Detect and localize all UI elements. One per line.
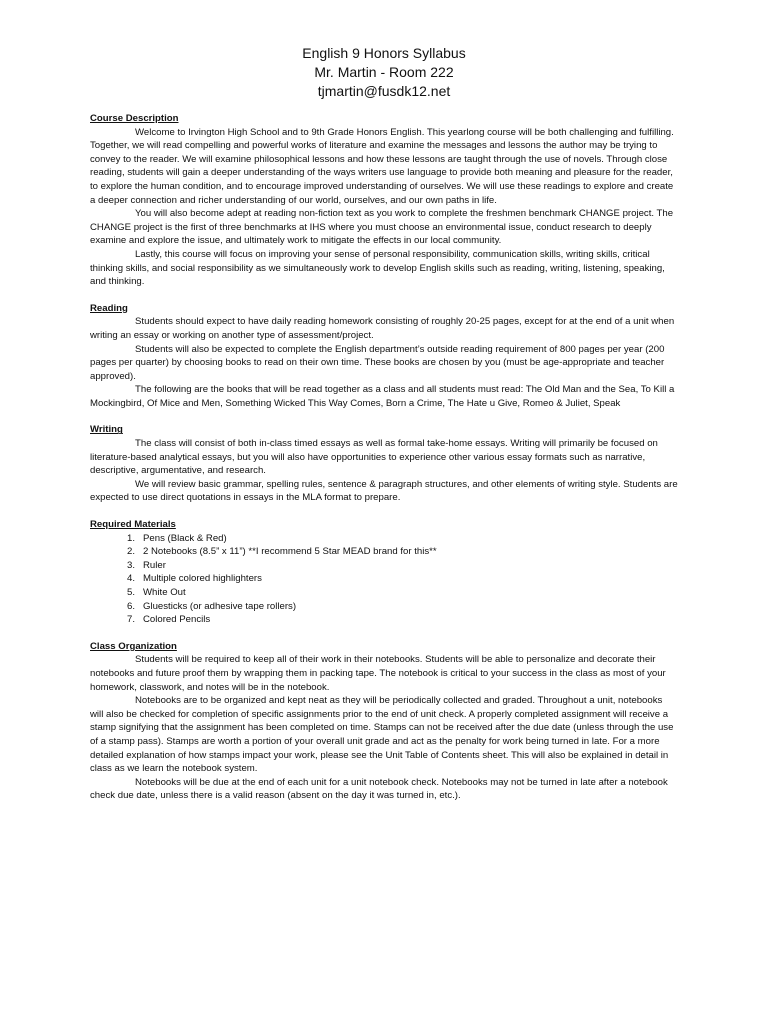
section-heading: Class Organization	[90, 640, 177, 652]
class-organization-section	[90, 640, 678, 803]
document-title: English 9 Honors Syllabus	[302, 45, 466, 61]
paragraph: We will review basic grammar, spelling rules, sentence & paragraph structures, and other elements of writing style. Students are expected to use direct quotations in essays in the MLA format to prepare.	[90, 478, 678, 504]
list-number: 7.	[126, 614, 135, 626]
list-item-text: Gluesticks (or adhesive tape rollers)	[143, 600, 297, 612]
paragraph: Students should expect to have daily reading homework consisting of roughly 20-25 pages, except for at the end of a unit when writing an essay or working on another type of assessment/project.	[90, 316, 675, 341]
list-item	[90, 600, 678, 614]
list-number: 2.	[126, 546, 135, 558]
list-item-text: Ruler	[143, 559, 166, 571]
syllabus-header	[90, 44, 678, 101]
list-item-text: Colored Pencils	[143, 614, 211, 626]
paragraph: The class will consist of both in-class timed essays as well as formal take-home essays. Writing will primarily be focused on literature-based analytical essays, but you will also have opportunities to experience other various essay formats such as narrative, descriptive, argumentative, and research.	[90, 438, 658, 477]
list-item-text: 2 Notebooks (8.5” x 11”) **I recommend 5 Star MEAD brand for this**	[143, 546, 437, 558]
list-number: 6.	[126, 600, 135, 612]
writing-section	[90, 423, 678, 505]
required-materials-section	[90, 518, 678, 627]
paragraph: Students will also be expected to complete the English department’s outside reading requirement of 800 pages per year (200 pages per quarter) by choosing books to read on their own time. These books are chosen by you (must be age-appropriate and teacher approved).	[90, 343, 665, 382]
list-number: 3.	[126, 559, 135, 571]
reading-section	[90, 302, 678, 411]
paragraph: Notebooks will be due at the end of each unit for a unit notebook check. Notebooks may not be turned in late after a notebook check due date, unless there is a valid reason (absent on the day it was turned in, etc.).	[90, 776, 668, 802]
course-description-section	[90, 112, 678, 289]
materials-list	[90, 532, 678, 627]
teacher-room: Mr. Martin - Room 222	[314, 64, 454, 80]
syllabus-page	[90, 44, 678, 816]
list-item-text: White Out	[143, 587, 186, 598]
section-heading: Reading	[90, 302, 128, 314]
teacher-email: tjmartin@fusdk12.net	[317, 83, 451, 99]
paragraph: Students will be required to keep all of their work in their notebooks. Students will be able to personalize and decorate their notebooks and future proof them by wrapping them in packing tape. The notebook is critical to your success in the class as most of your homework, classwork, and notes will be in the notebook.	[90, 654, 666, 693]
section-heading: Required Materials	[90, 519, 176, 531]
list-number: 5.	[126, 587, 135, 598]
paragraph: The following are the books that will be read together as a class and all students must read: The Old Man and the Sea, To Kill a Mockingbird, Of Mice and Men, Something Wicked This Way Comes, Born a Crime, The Hate u Give, Romeo & Juliet, Speak	[90, 384, 675, 409]
list-item	[90, 559, 678, 573]
paragraph: Welcome to Irvington High School and to 9th Grade Honors English. This yearlong course will be both challenging and fulfilling. Together, we will read compelling and powerful works of literature and examine the messages and lessons the author may be trying to convey to the reader. We will examine philosophical lessons and how these lessons are taught through the use of novels. Through close reading, students will gain a deeper understanding of the ways writers use language to provide both meaning and pleasure for the reader, to explore the human condition, and to encourage improved understanding of ourselves. We will use these readings to explore and create a deeper connection and richer understanding of our world, ourselves, and our own paths in life.	[90, 126, 674, 206]
list-number: 1.	[126, 532, 135, 544]
list-item	[90, 586, 678, 600]
list-number: 4.	[126, 573, 135, 585]
paragraph: Notebooks are to be organized and kept neat as they will be periodically collected and graded. Throughout a unit, notebooks will also be checked for completion of specific assignments prior to the end of unit check. A properly completed assignment will receive a stamp signifying that the assignment has been completed on time. Stamps can not be received after the due date (unless through the use of a stamp pass). Stamps are worth a portion of your overall unit grade and act as the penalty for work being turned in late. For a more detailed explanation of how stamps impact your work, please see the Unit Table of Contents sheet. This will also be explained in detail in class as we learn the notebook system.	[90, 695, 674, 775]
list-item	[90, 545, 678, 559]
list-item	[90, 613, 678, 627]
list-item-text: Pens (Black & Red)	[143, 532, 227, 544]
paragraph: Lastly, this course will focus on improving your sense of personal responsibility, communication skills, writing skills, critical thinking skills, and social responsibility as we simultaneously work to develop English skills such as reading, writing, listening, speaking, and thinking.	[90, 248, 665, 288]
list-item-text: Multiple colored highlighters	[143, 573, 262, 585]
list-item	[90, 572, 678, 586]
paragraph: You will also become adept at reading non-fiction text as you work to complete the freshmen benchmark CHANGE project. The CHANGE project is the first of three benchmarks at IHS where you must choose an environmental issue, conduct research to deeply examine and explore the issue, and ultimately work to mitigate the effects in our local community.	[90, 208, 674, 247]
section-heading: Course Description	[90, 113, 179, 124]
section-heading: Writing	[90, 424, 123, 436]
list-item	[90, 532, 678, 546]
